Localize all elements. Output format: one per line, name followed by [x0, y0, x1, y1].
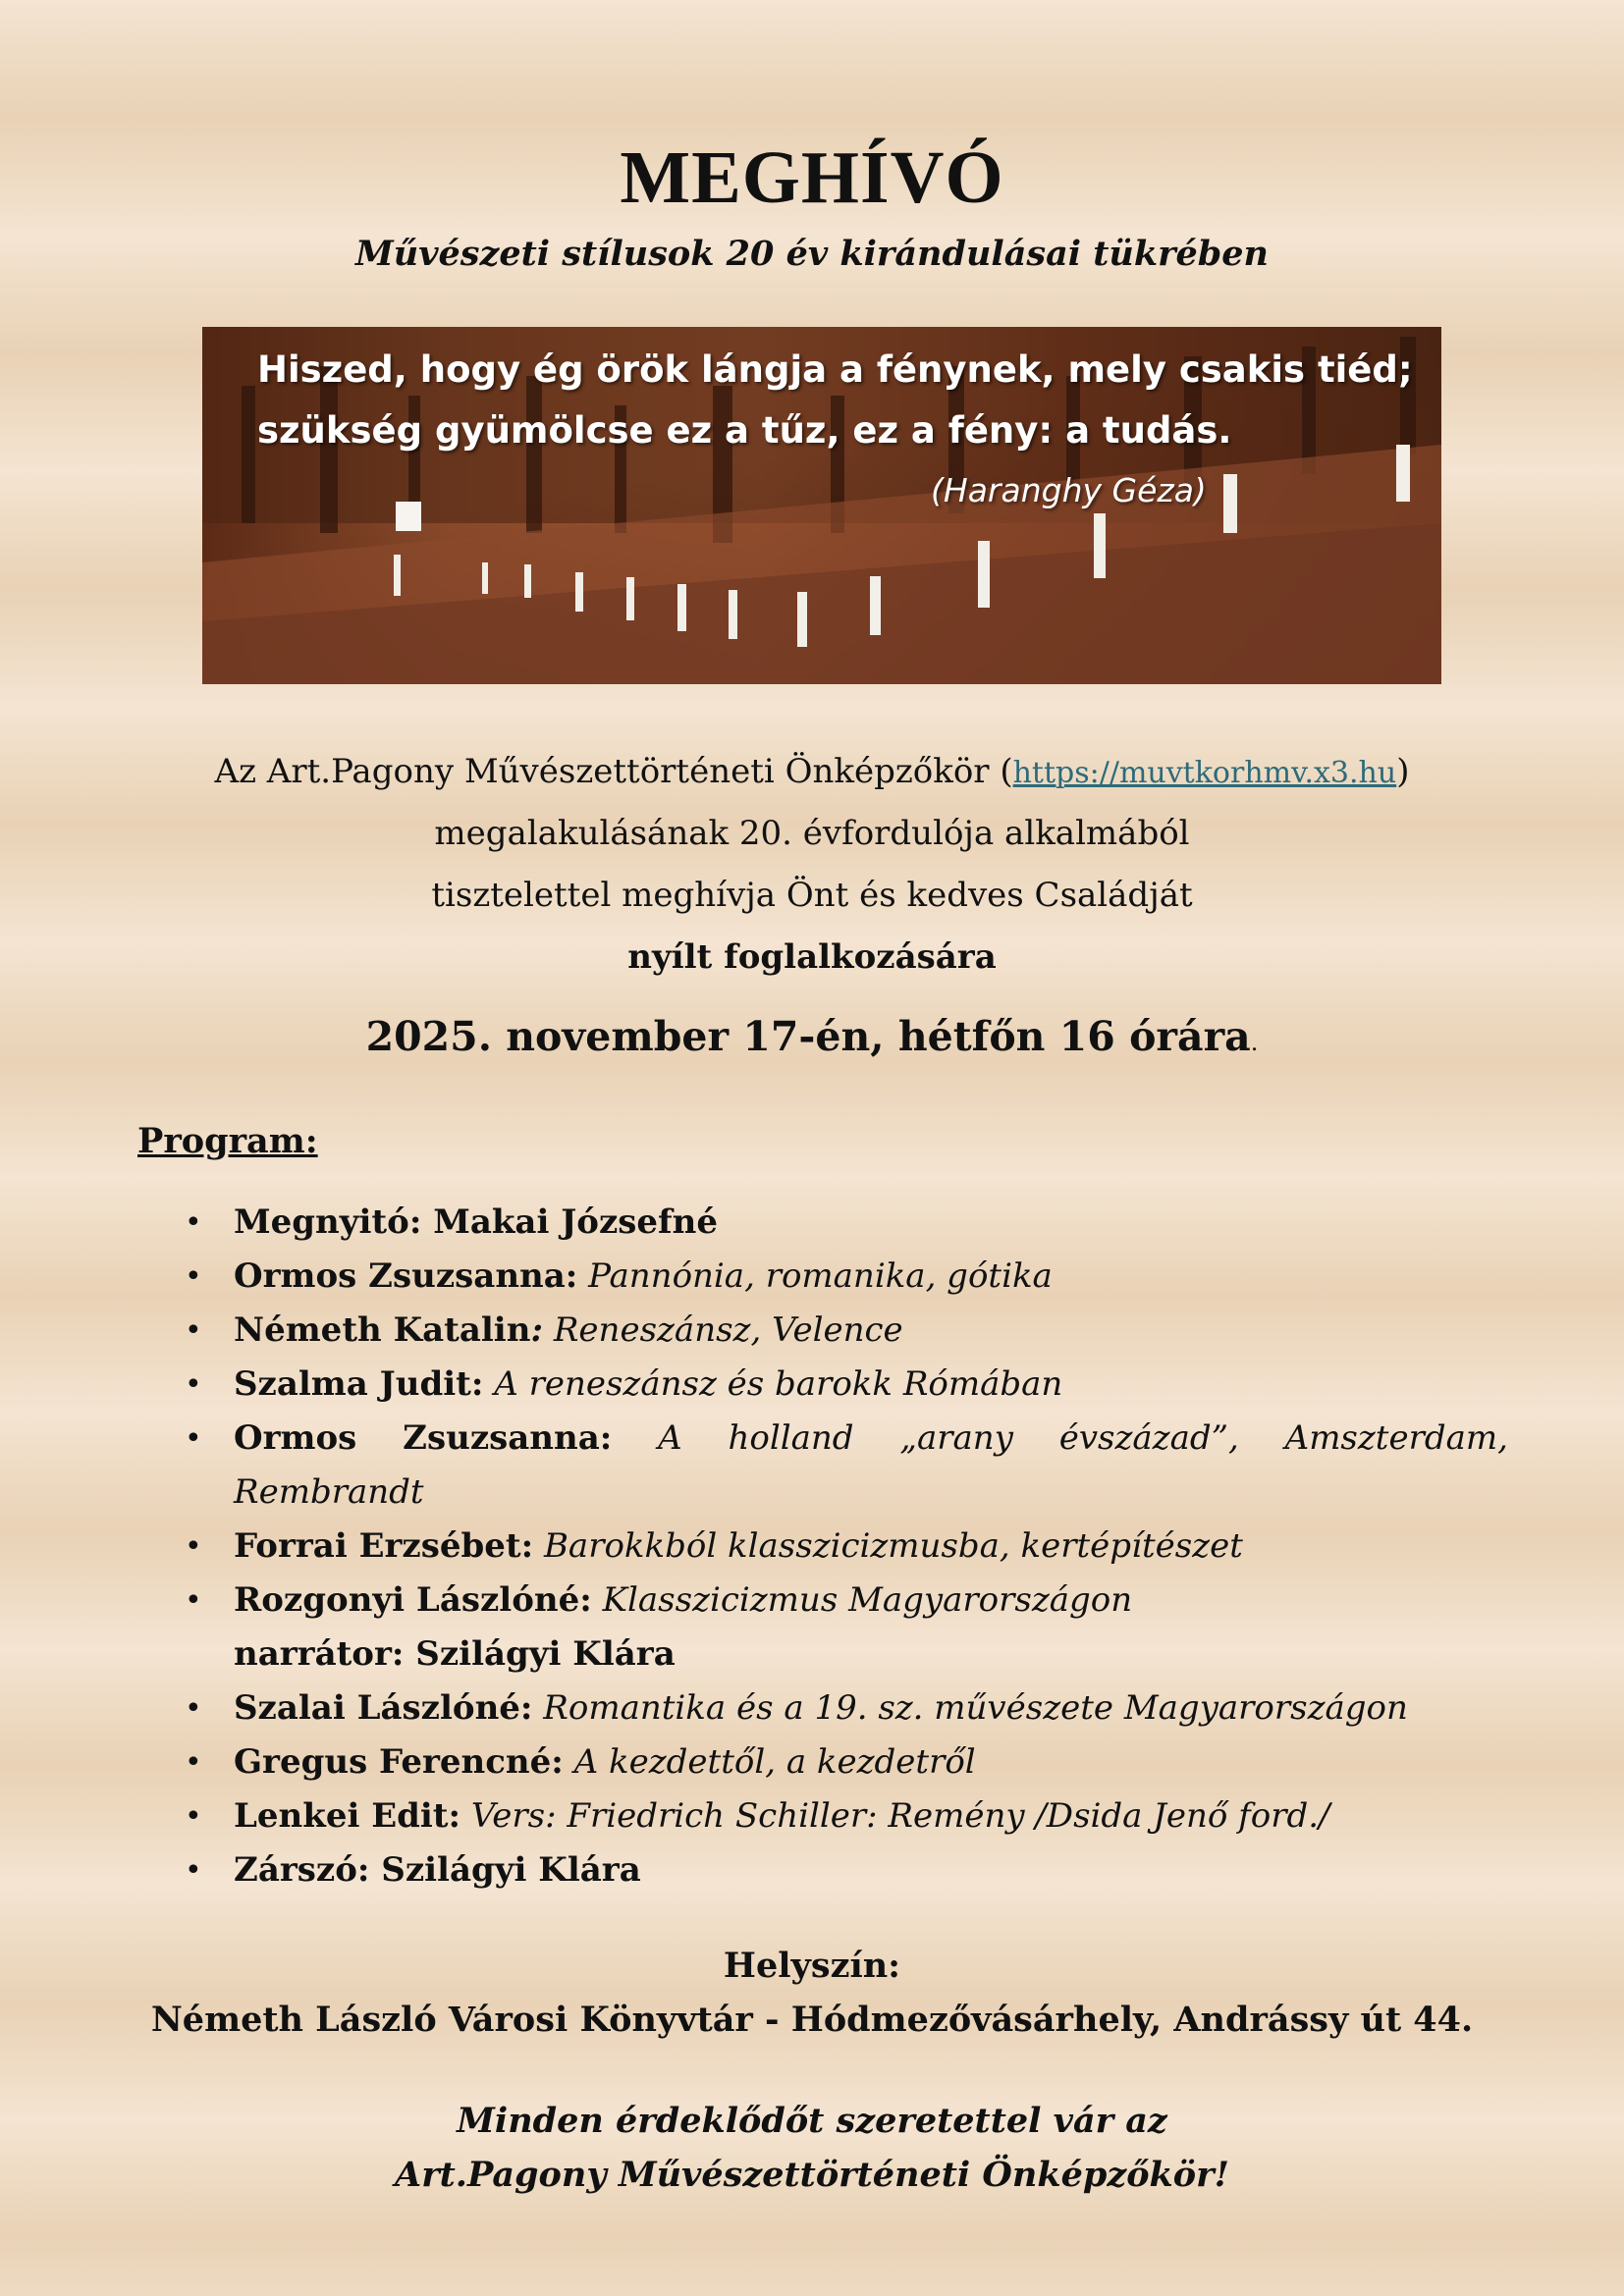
program-speaker: Szalai Lászlóné: — [234, 1688, 533, 1728]
program-topic: évszázad”, — [1058, 1418, 1239, 1458]
bullet-icon: • — [185, 1313, 202, 1348]
program-speaker: Forrai Erzsébet: — [234, 1526, 534, 1566]
list-item — [177, 1250, 1508, 1304]
program-speaker: Zárszó: Szilágyi Klára — [234, 1850, 641, 1890]
program-topic: Reneszánsz, Velence — [543, 1310, 903, 1350]
event-date — [0, 1013, 1624, 1060]
intro-line1 — [0, 752, 1624, 791]
program-topic: „arany — [899, 1418, 1013, 1458]
page-title: MEGHÍVÓ — [620, 136, 1004, 219]
banner-photo — [202, 327, 1441, 684]
banner-quote-author: (Haranghy Géza) — [931, 471, 1207, 509]
closing-line2: Art.Pagony Művészettörténeti Önképzőkör! — [395, 2155, 1229, 2195]
program-topic: Amszterdam, — [1284, 1418, 1508, 1458]
list-item — [177, 1843, 1508, 1897]
banner-quote-line1: Hiszed, hogy ég örök lángja a fénynek, mely csakis tiéd; — [257, 348, 1413, 391]
program-topic: Barokkból klasszicizmusba, kertépítészet — [533, 1526, 1243, 1566]
program-speaker: Gregus Ferencné: — [234, 1742, 564, 1782]
program-topic: holland — [728, 1418, 854, 1458]
program-topic: A reneszánsz és barokk Rómában — [483, 1364, 1063, 1404]
venue-label: Helyszín: — [723, 1946, 901, 1986]
program-heading: Program: — [137, 1121, 318, 1161]
bullet-icon: • — [185, 1421, 202, 1456]
program-speaker: Rozgonyi Lászlóné: — [234, 1580, 592, 1620]
program-topic: Pannónia, romanika, gótika — [577, 1256, 1053, 1296]
list-item — [177, 1735, 1508, 1789]
intro-line3: tisztelettel meghívja Önt és kedves Családját — [431, 876, 1193, 915]
list-item — [177, 1789, 1508, 1843]
bullet-icon: • — [185, 1367, 202, 1402]
bullet-icon: • — [185, 1259, 202, 1294]
program-speaker: Németh Katalin — [234, 1310, 531, 1350]
intro-line2: megalakulásának 20. évfordulója alkalmából — [434, 814, 1190, 853]
event-date-text: 2025. november 17-én, hétfőn 16 órára — [365, 1013, 1251, 1060]
program-speaker: Szalma Judit: — [234, 1364, 484, 1404]
intro-prefix: Az Art.Pagony Művészettörténeti Önképzőkör ( — [214, 752, 1013, 791]
program-speaker: Megnyitó: Makai Józsefné — [234, 1202, 719, 1242]
list-item — [177, 1196, 1508, 1250]
list-item — [177, 1574, 1508, 1682]
event-date-suffix: . — [1250, 1029, 1259, 1056]
club-website-link[interactable]: https://muvtkorhmv.x3.hu — [1012, 756, 1397, 790]
program-speaker: Ormos Zsuzsanna: — [234, 1256, 578, 1296]
list-item — [177, 1520, 1508, 1574]
program-topic: A — [658, 1418, 682, 1458]
list-item — [177, 1358, 1508, 1412]
closing-line1: Minden érdeklődőt szeretettel vár az — [457, 2101, 1167, 2141]
program-topic: Vers: Friedrich Schiller: Remény /Dsida Jenő ford./ — [460, 1796, 1330, 1836]
justified-line — [234, 1412, 1508, 1466]
banner-quote-line2: szükség gyümölcse ez a tűz, ez a fény: a tudás. — [257, 409, 1232, 452]
bullet-icon: • — [185, 1205, 202, 1240]
program-colon: : — [530, 1310, 544, 1350]
program-list — [177, 1196, 1508, 1897]
bullet-icon: • — [185, 1583, 202, 1618]
intro-line4: nyílt foglalkozására — [627, 937, 997, 977]
program-speaker: Zsuzsanna: — [403, 1418, 613, 1458]
program-speaker: Ormos — [234, 1418, 357, 1458]
venue-address: Németh László Városi Könyvtár - Hódmezővásárhely, Andrássy út 44. — [150, 2000, 1474, 2040]
intro-suffix: ) — [1396, 752, 1410, 791]
page-subtitle: Művészeti stílusok 20 év kirándulásai tükrében — [355, 234, 1269, 274]
program-topic: Romantika és a 19. sz. művészete Magyarországon — [532, 1688, 1408, 1728]
program-topic: Klasszicizmus Magyarországon — [591, 1580, 1133, 1620]
bullet-icon: • — [185, 1745, 202, 1780]
program-topic: A kezdettől, a kezdetről — [563, 1742, 976, 1782]
list-item — [177, 1304, 1508, 1358]
bullet-icon: • — [185, 1529, 202, 1564]
list-item — [177, 1682, 1508, 1735]
program-topic-continued: Rembrandt — [234, 1472, 424, 1512]
bullet-icon: • — [185, 1799, 202, 1834]
list-item — [177, 1412, 1508, 1520]
bullet-icon: • — [185, 1853, 202, 1888]
bullet-icon: • — [185, 1691, 202, 1726]
program-narrator: narrátor: Szilágyi Klára — [234, 1634, 676, 1674]
program-speaker: Lenkei Edit: — [234, 1796, 461, 1836]
